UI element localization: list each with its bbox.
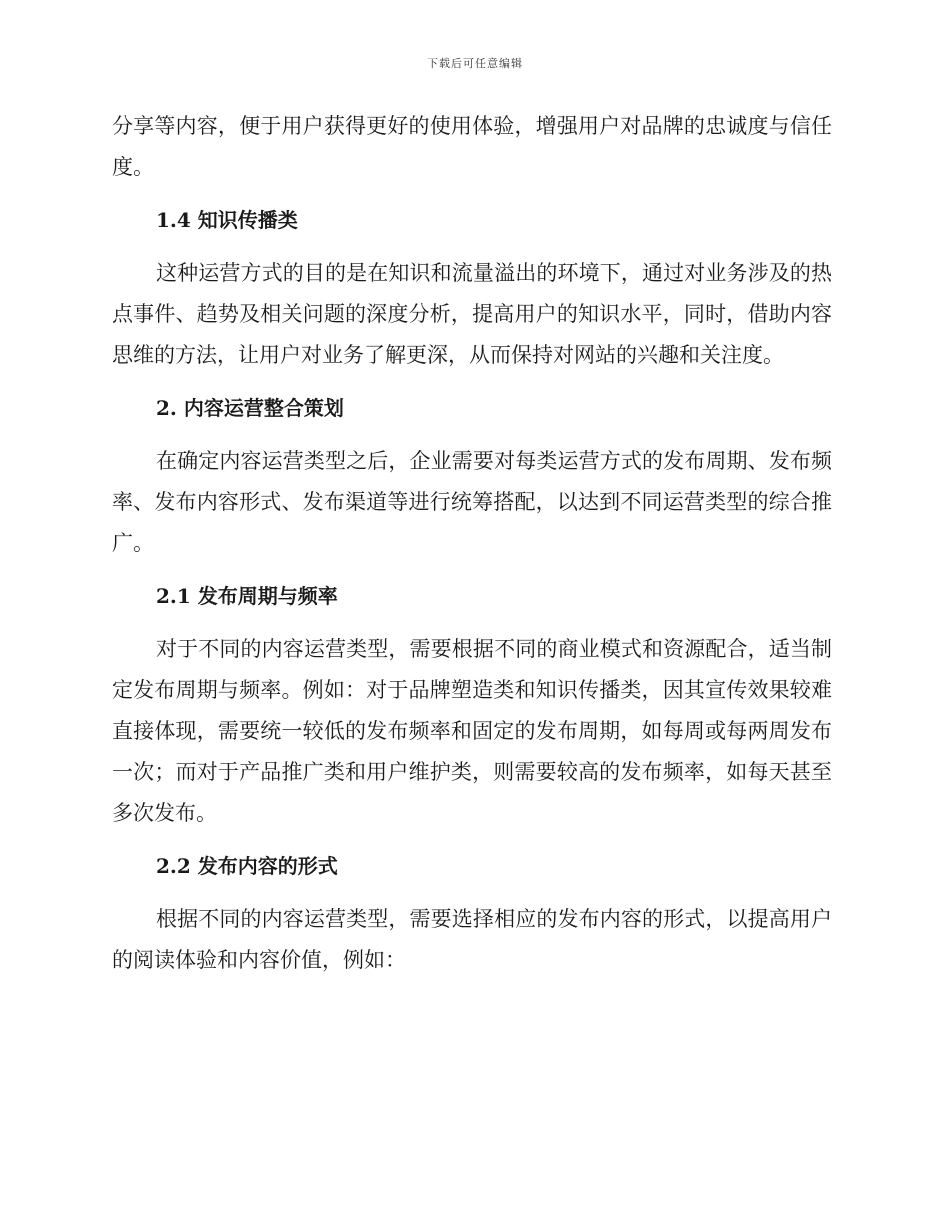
paragraph-continued: 分享等内容，便于用户获得更好的使用体验，增强用户对品牌的忠诚度与信任度。 bbox=[112, 114, 832, 179]
document-body bbox=[112, 106, 832, 993]
section-heading-2-2: 2.2 发布内容的形式 bbox=[156, 854, 338, 878]
paragraph-integration: 在确定内容运营类型之后，企业需要对每类运营方式的发布周期、发布频率、发布内容形式、发布渠道等进行统筹搭配，以达到不同运营类型的综合推广。 bbox=[112, 449, 832, 555]
paragraph-knowledge-spread: 这种运营方式的目的是在知识和流量溢出的环境下，通过对业务涉及的热点事件、趋势及相关问题的深度分析，提高用户的知识水平，同时，借助内容思维的方法，让用户对业务了解更深，从而保持对网站的兴趣和关注度。 bbox=[112, 261, 832, 367]
section-heading-1-4: 1.4 知识传播类 bbox=[156, 208, 298, 232]
section-heading-2: 2. 内容运营整合策划 bbox=[156, 396, 344, 420]
paragraph-content-form: 根据不同的内容运营类型，需要选择相应的发布内容的形式，以提高用户的阅读体验和内容价值，例如： bbox=[112, 907, 832, 972]
page-header: 下载后可任意编辑 bbox=[427, 57, 523, 70]
section-heading-2-1: 2.1 发布周期与频率 bbox=[156, 584, 338, 608]
paragraph-cycle-frequency: 对于不同的内容运营类型，需要根据不同的商业模式和资源配合，适当制定发布周期与频率。例如：对于品牌塑造类和知识传播类，因其宣传效果较难直接体现，需要统一较低的发布频率和固定的发布周期，如每周或每两周发布一次；而对于产品推广类和用户维护类，则需要较高的发布频率，如每天甚至多次发布。 bbox=[112, 637, 832, 825]
